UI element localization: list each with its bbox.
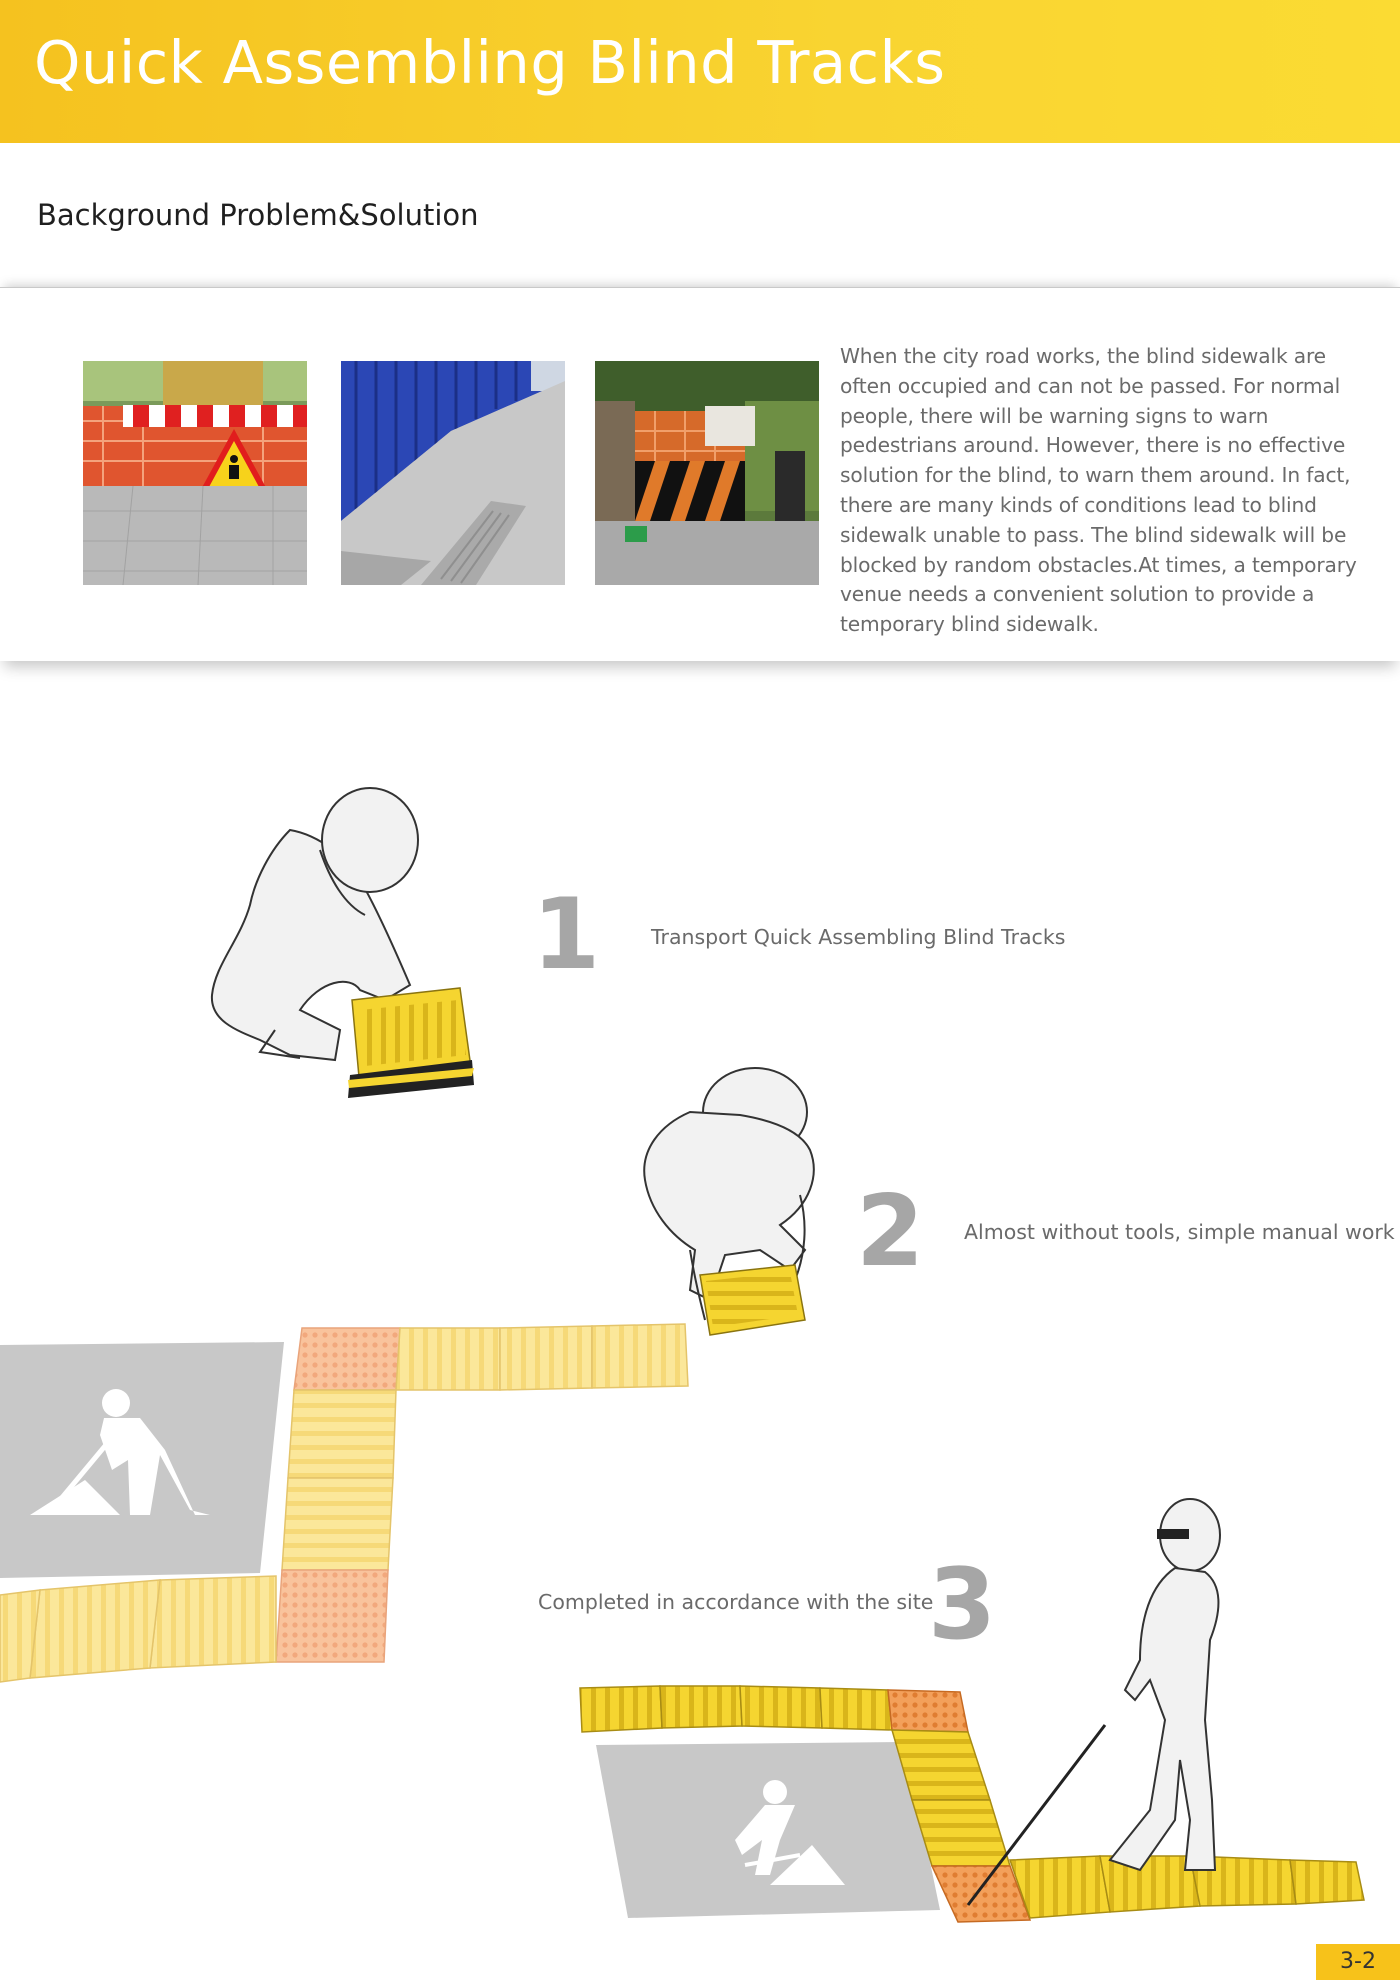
step1-text: Transport Quick Assembling Blind Tracks: [651, 925, 1066, 949]
step3-person-figure: [1110, 1499, 1220, 1870]
step1-number: 1: [532, 878, 601, 992]
step3-number: 3: [928, 1548, 997, 1662]
step2-held-tile: [700, 1265, 805, 1335]
page-number-badge: 3-2: [1316, 1944, 1400, 1980]
page-title: Quick Assembling Blind Tracks: [34, 28, 946, 97]
step1-tile-stack: [348, 988, 474, 1098]
section-title: Background Problem&Solution: [37, 198, 479, 232]
work-zone-area-right: [596, 1742, 940, 1918]
step2-text: Almost without tools, simple manual work: [964, 1220, 1395, 1244]
step2-number: 2: [856, 1175, 925, 1289]
step3-text: Completed in accordance with the site: [538, 1590, 934, 1614]
photo-roadwork-barrier: [83, 361, 307, 585]
photo-orange-barrier: [595, 361, 819, 585]
work-zone-area-left: [0, 1342, 284, 1578]
photo-blue-fence-sidewalk: [341, 361, 565, 585]
assembly-illustration: [0, 700, 1400, 1980]
background-description: When the city road works, the blind sidewalk are often occupied and can not be passed. For normal people, there will be warning signs to warn pedestrians around. However, there is no effective solution for the blind, to warn them around. In fact, there are many kinds of conditions lead to blind sidewalk unable to pass. The blind sidewalk will be blocked by random obstacles.At times, a temporary venue needs a convenient solution to provide a temporary blind sidewalk.: [840, 344, 1357, 637]
